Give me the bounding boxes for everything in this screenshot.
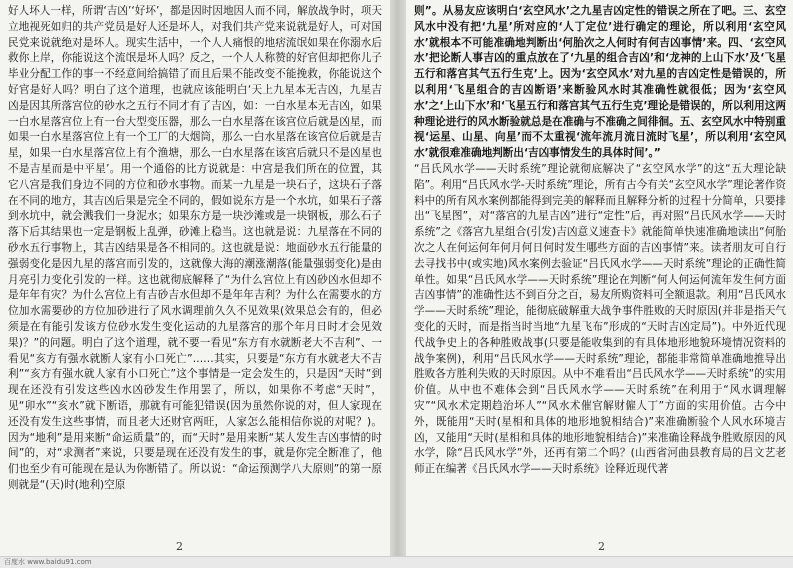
right-page-number: 2 [598, 540, 605, 553]
right-page-text-2: “吕氏风水学——天时系统”理论就彻底解决了“玄空风水学”的这“五大理论缺陷”。利用“吕氏风水学-天时系统”理论，所有古今有关“玄空风水学”理论著作资料中的所有风水案例都能得到完美的解释而且解释分析的过程十分简单，只要排出“飞星图”，对“落宫的九星吉凶”进行“定性”后，再对照“吕氏风水学——天时系统”之《落宫九星组合(引发)吉凶意义速查卡》就能简单快速准确地读出“何胎次之人在何运何年何月何日何时发生哪些方面的吉凶事情”来。读者朋友可自行去寻找书中(或实地)风水案例去验证“吕氏风水学——天时系统”理论的正确性简单性。如果“吕氏风水学——天时系统”理论在判断“何人何运何流年发生何方面吉凶事情”的准确性达不到百分之百，易友所购资料可全额退款。利用“吕氏风水学——天时系统”理论，能彻底破解重大战争事件胜败的天时原因(并非是指天气变化的天时，而是指当时当地“九星飞布”形成的“天时吉凶定局”)。中外近代现代战争史上的各种胜败战事(只要是能收集到的有具体地形地貌环境情况资料的战争案例)，利用“吕氏风水学——天时系统”理论，都能非常简单准确地推导出胜败各方胜利失败的天时原因。从中不难看出“吕氏风水学——天时系统”的实用价值。从中也不难体会到“吕氏风水学——天时系统”在利用于“风水调理解灾”“风水术定期趋治坏人”“风水术催官解财僱人丁”方面的实用价值。古今中外，既能用“天时(星相和具体的地形地貌相结合)”来准确断验个人风水环境吉凶，又能用“天时(星相和具体的地形地貌相结合)”来准确诠释战争胜败原因的风水学，除“吕氏风水学”外，还再有第二个吗？(山西省河曲县教育局的吕文艺老师正在编著《吕氏风水学——天时系统》诠释近现代著 [414, 162, 786, 476]
right-page-text-1: 则”。从易友应该明白‘玄空风水’之九星吉凶定性的错误之所在了吧。三、玄空风水中没有把‘九星’所对应的‘人丁定位’进行确定的理论，所以利用‘玄空风水’就根本不可能准确地判断出‘何胎次之人何时有何吉凶事情’来。四、‘玄空风水’把论断人事吉凶的重点放在了‘九星的组合吉凶’和‘龙神的上山下水’及‘飞星五行和落宫其气五行生克’上。因为‘玄空风水’对九星的吉凶定性是错误的，所以利用‘飞星组合的吉凶断语’来断验风水时其准确性就很低；因为‘玄空风水’之‘上山下水’和‘飞星五行和落宫其气五行生克’理论是错误的，所以利用这两种理论进行的风水断验就总是在准确与不准确之间徘徊。五、玄空风水中特别重视‘运星、山星、向星’而不太重视‘流年流月流日流时飞星’，所以利用‘玄空风水’就很难准确地判断出‘吉凶事情发生的具体时间’。” [414, 5, 786, 160]
viewer-footer-text: 百度水 www.baidu91.com [4, 558, 92, 566]
right-page [414, 4, 786, 548]
left-page [8, 4, 382, 548]
book-gutter [390, 0, 406, 556]
left-page-text: 好人坏人一样，所谓‘吉凶’‘好坏’，都是因时因地因人而不同，解放战争时，项天立地视死如归的共产党员是好人还是坏人，对我们共产党来说就是好人，可对国民党来说就绝对是坏人。现实生活中，一个人人痛恨的地痞流氓如果在你溺水后救你上岸，你能说这个流氓是坏人吗？反之，一个人人称赞的好官但却把你儿子毕业分配工作的事一不经意间给搞错了而且后果不能改变不能挽救，你能说这个好官是好人吗？明白了这个道理，也就应该能明白‘天上九星本无吉凶，九星吉凶是因其所落宫位的砂水之五行不同才有了吉凶，如：一白水星本无吉凶，如果一白水星落宫位上有一台大型变压器，那么一白水星落在该宫位后就是凶星，而如果一白水星落宫位上有一个工厂的大烟筒，那么一白水星落在该宫位后就是吉星，如果一白水星落宫位上有个渔塘，那么一白水星落在该宫后就只不是凶星也不是吉星而是中平星’。用一个通俗的比方说就是：中宫是我们所在的位置，其它八宫是我们身边不同的方位和砂水事物。而某一九星是一块石子，这块石子落在不同的地方，其吉凶后果是完全不同的，假如说东方是一个水坑，如果石子落到水坑中，就会溅我们一身泥水；如果东方是一块沙滩或是一块钢板，那么石子落下后其结果也一定是钢板上乱弹，砂滩上稳当。这也就是说：九星落在不同的砂水五行事物上，其吉凶结果是各不相同的。这也就是说：地面砂水五行能量的强弱变化是因九星的落宫而引发的，这就像大海的潮涨潮落(能量强弱变化)是由月亮引力变化引发的一样。这也就彻底解释了“为什么宫位上有凶砂凶水但却不是年年有灾？为什么宫位上有吉砂吉水但却不是年年吉利？为什么在需要水的方位加水需要砂的方位加砂进行了风水调理前久久不见效果(效果总会有的，但必须是在有能引发该方位砂水发生变化运动的九星落宫的那个年月日时才会见效果)？”的问题。明白了这个道理，就不要一看见“东方有水就断老大不吉利”、一看见“亥方有强水就断人家有小口死亡”……其实，只要是“东方有水就老大不吉利”“亥方有强水就人家有小口死亡”这个事情是一定会发生的，只是因“天时”到现在还没有引发这些凶水凶砂发生作用罢了，所以，如果你不考虑“天时”，见“卯水”“亥水”就下断语，那就有可能犯错误(因为虽然你说的对，但人家现在还没有发生这些事情，而且老大还财官两旺，人家怎么能相信你说的对呢？)。因为“地利”是用来断“命运质量”的，而“天时”是用来断“某人发生吉凶事情的时间”的，对“求测者”来说，只要是现在还没有发生的事，就是你完全断准了，他们也至少有可能现在是认为你断错了。所以说：“命运预测学八大原则”的第一原则就是“(天)时(地利)空原 [8, 5, 382, 491]
left-page-number: 2 [176, 540, 183, 553]
viewer-footer [0, 556, 793, 568]
